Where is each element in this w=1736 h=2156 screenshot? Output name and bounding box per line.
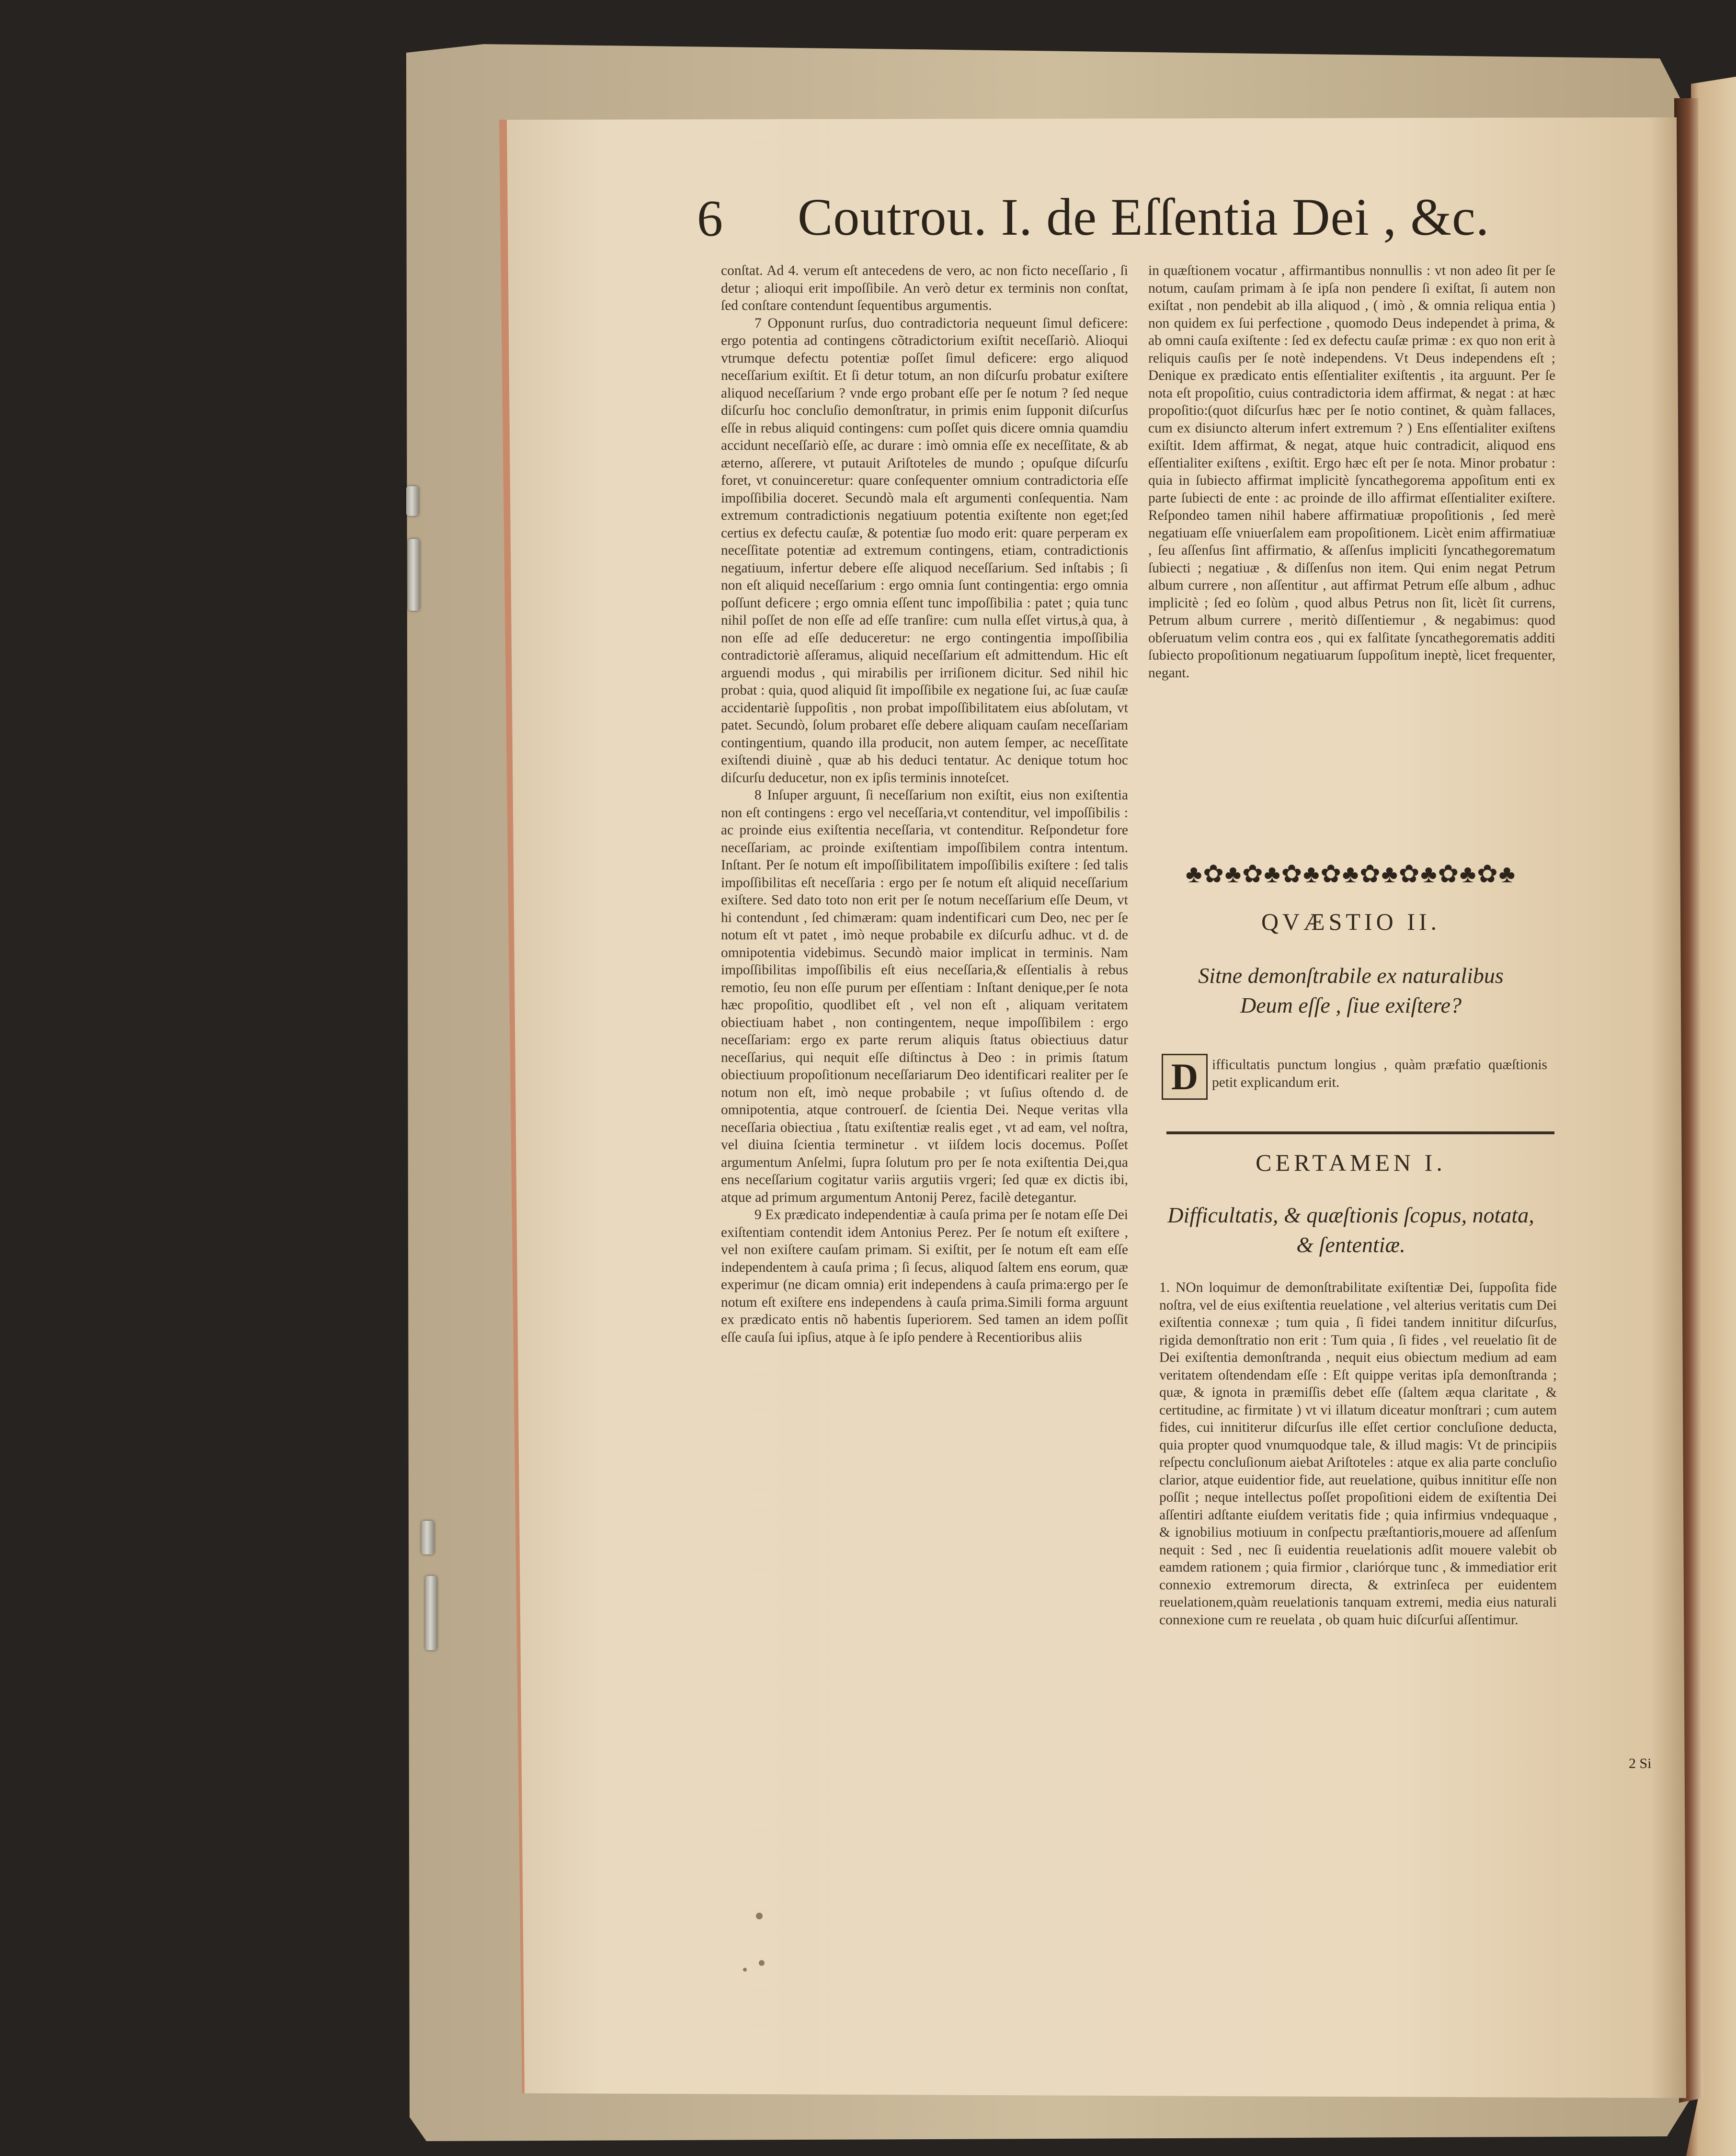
paragraph: in quæſtionem vocatur , affirmantibus nonnullis : vt non adeo ſit per ſe notum, cauſam primam à ſe ipſa non pendere ſi exiſtat, ſi autem non exiſtat , non pendebit ab illa aliquod , ( imò , & omnia reliqua entia ) non quidem ex ſui perfectione , quomodo Deus independet à prima, & ab omni cauſa exiſtente : ſed ex defectu cauſæ primæ : ex quo non erit à reliquis cauſis per ſe notè independens. Vt Deus independens eſt ; Denique ex prædicato entis eſſentialiter exiſtentis , ita arguunt. Per ſe nota eſt propoſitio, cuius contradictoria idem affirmat, & negat : at hæc propoſitio:(quot diſcurſus hæc per ſe notio continet, & quàm fallaces, cum ex disiuncto alterum infert extremum ? ) Ens eſſentialiter exiſtens exiſtit. Idem affirmat, & negat, atque huic contradicit, aliquod ens eſſentialiter exiſtens , exiſtit. Ergo hæc eſt per ſe nota. Minor probatur : quia in ſubiecto affirmat implicitè ſyncathegorema appoſitum enti ex parte ſubiecti de ente : ac proinde de illo affirmat eſſentialiter exiſtere. Reſpondeo tamen nihil habere affirmatiuæ propoſitionis , ſed merè negatiuam eſſe vniuerſalem eam propoſitionem. Licèt enim affirmatiuæ , ſeu aſſenſus ſint affirmatio, & aſſenſus impliciti ſyncathegorematum ſubiecti ; negatiuæ , & diſſenſus non item. Qui enim negat Petrum album currere , non aſſentitur , aut affirmat Petrum eſſe album , adhuc implicitè ; ſed eo ſolùm , quod albus Petrus non ſit, licèt ſit currens, Petrum album currere , meritò diſſentiemur , & negabimus: quod obſeruatum velim contra eos , qui ex falſitate ſyncathegorematis additi ſubiecto propoſitionum negatiuarum ſuppoſitum ineptè, licet frequenter, negant. [1148,263,1555,681]
clasp-top-lower [408,539,420,611]
catchword: 2 Si [1629,1756,1652,1771]
wormhole [756,1913,763,1919]
paragraph: 8 Inſuper arguunt, ſi neceſſarium non exiſtit, eius non exiſtentia non eſt contingens : ergo vel neceſſaria,vt contenditur, vel impoſſibilis : ac proinde eius exiſtentia neceſſaria, vt contenditur. Reſpondetur fore neceſſariam, ac proinde exiſtentiam impoſſibilem contra intentum. Inſtant. Per ſe notum eſt impoſſibilitatem impoſſibilis exiſtere : ſed talis impoſſibilitas eſt neceſſaria : ergo per ſe notum eſt aliquid neceſſarium exiſtere. Sed dato toto non erit per ſe notum neceſſarium eſſe Deum, vt hi contendunt , ſed chimæram: quam indentificari cum Deo, nec per ſe notum eſt vt patet , imò neque probabile ex diſcurſu adhuc. vt d. de omnipotentia videbimus. Secundò maior implicat in terminis. Nam impoſſibilitas impoſſibilis eſt eius neceſſaria,& eſſentialis à rebus remotio, ſeu non eſſe purum per eſſentiam : Inſtant denique,per ſe nota hæc propoſitio, quodlibet eſt , vel non eſt , aliquam veritatem obiectiuam habet , non contingentem, neque impoſſibilem : ergo neceſſariam: ergo ex parte rerum aliquis ſtatus obiectiuus datur neceſſarius, qui nequit eſſe diſtinctus à Deo : in primis ſtatum obiectiuum propoſitionum neceſſariarum Deo identificari realiter per ſe notum non eſt, imò neque probabile ; vt ſuſius oſtendo d. de omnipotentia, atque controuerſ. de ſcientia Dei. Neque veritas vlla neceſſaria obiectiua , ſtatu exiſtentiæ realis eget , vt ad eam, vel noſtra, vel diuina ſcientia terminetur . vt iiſdem locis docemus. Poſſet argumentum Anſelmi, ſupra ſolutum pro per ſe nota exiſtentia Dei,qua ens neceſſarium cogitatur variis argutiis vrgeri; ſed quæ ex dictis ibi, atque ad primum argumentum Antonij Perez, facilè detegantur. [721,787,1128,1205]
right-column-top [1148,262,1555,682]
question-title-line-1: Sitne demonſtrabile ex naturalibus [1198,963,1504,988]
question-heading: QVÆSTIO II. [1261,908,1441,935]
paragraph: 7 Opponunt rurſus, duo contradictoria nequeunt ſimul deficere: ergo potentia ad contingens cõtradictorium exiſtit neceſſariò. Alioqui vtrumque defectu potentiæ poſſet ſimul deficere: ergo aliquod neceſſarium exiſtit. Et ſi detur totum, an non diſcurſu probatur exiſtere aliquod neceſſarium ? vnde ergo probant eſſe per ſe notum ? ſed neque diſcurſu hoc concluſio demonſtratur, in primis enim ſupponit diſcurſus eſſe in rebus aliquid contingens: cum poſſet quis dicere omnia quamdiu accidunt neceſſariò eſſe, ac durare : imò omnia eſſe ex neceſſitate, & ab æterno, aſſerere, vt putauit Ariſtoteles de mundo ; opuſque diſcurſu foret, vt conuinceretur: quare conſequenter omnium contradictoria eſſe impoſſibilia doceret. Secundò mala eſt argumenti conſequentia. Nam extremum contradictionis negatiuum potentia exiſtente non eget;ſed certius ex defectu cauſæ, & potentiæ ſuo modo erit: quare perperam ex neceſſitate potentiæ ad extremum contingens, etiam, contradictionis negatiuum, infertur debere eſſe aliquod neceſſarium. Sed inſtabis ; ſi non eſt aliquid neceſſarium : ergo omnia ſunt contingentia: ergo omnia poſſunt deficere ; ergo omnia eſſent tunc impoſſibilia : patet ; quia tunc nihil poſſet de non eſſe ad eſſe tranſire: cum nulla eſſet virtus,à qua, à non eſſe ad eſſe deduceretur: ne ergo contingentia impoſſibilia contradictoriè aſſeramus, aliquid neceſſarium eſt admittendum. Hic eſt arguendi modus , qui mirabilis per irriſionem dicitur. Sed nihil hic probat : quia, quod aliquid ſit impoſſibile ex negatione ſui, ac ſuæ cauſæ accidentariè ſuppoſitis , non probat impoſſibilitatem eius abſolutam, vt patet. Secundò, ſolum probaret eſſe debere aliquam cauſam neceſſariam contingentium, quando illa producit, non autem ſemper, ac neceſſitate exiſtendi diuinè , quæ ab his deduci tentatur. Ac denique totum hoc diſcurſu deducetur, non ex ipſis terminis innoteſcet. [721,315,1128,786]
paragraph: ifficultatis punctum longius , quàm præfatio quæſtionis petit explicandum erit. [1212,1057,1547,1090]
paragraph: 1. NOn loquimur de demonſtrabilitate exiſtentiæ Dei, ſuppoſita fide noſtra, vel de eius exiſtentia reuelatione , vel alterius veritatis cum Dei exiſtentia connexæ ; tum quia , ſi fidei tandem innititur diſcurſus, rigida demonſtratio non erit : Tum quia , ſi fides , vel reuelatio ſit de Dei exiſtentia demonſtranda , nequit eius obiectum medium ad eam veritatem oſtendendam eſſe : Eſt quippe veritas ipſa demonſtranda ; quæ, & ignota in præmiſſis debet eſſe (ſaltem æqua claritate , & certitudine, ac firmitate ) vt vi illatum diceatur monſtrari ; cum autem fides, cui innititerur diſcurſus ille eſſet certior concluſione deducta, quia propter quod vnumquodque tale, & illud magis: Vt de principiis reſpectu concluſionum aiebat Ariſtoteles : atque ex alia parte concluſio clarior, atque euidentior fide, aut reuelatione, quibus innititur eſſe non poſſit ; neque intellectus poſſet propoſitioni eidem de exiſtentia Dei aſſentiri adſtante eiuſdem veritatis fide ; quia infirmius vndequaque , & ignobilius motiuum in conſpectu præſtantioris,mouere ad aſſenſum nequit : Sed , nec ſi euidentia reuelationis adſit mouere valebit ob eamdem rationem ; quia firmior , clariórque tunc , & immediatior erit connexio extremorum directa, & extrinſeca per euidentem reuelationem,quàm reuelationis tanquam extremi, media eius naturali connexione cum re reuelata , ob quam huic diſcurſui aſſentimur. [1159,1280,1557,1628]
clasp-bottom-upper [422,1521,434,1554]
certamen-subtitle-line-1: Difficultatis, & quæſtionis ſcopus, notata, [1167,1203,1534,1227]
ornament-band: ♣✿♣✿♣✿♣✿♣✿♣✿♣✿♣✿♣ [1186,861,1516,888]
left-column [721,262,1128,1346]
question-intro [1212,1056,1547,1091]
right-column-bottom [1159,1279,1557,1629]
clasp-top-upper [406,486,419,516]
paragraph: conſtat. Ad 4. verum eſt antecedens de vero, ac non ficto neceſſario , ſi detur ; alioqui erit impoſſibile. An verò detur ex terminis non conſtat, ſed conſtare contendunt ſequentibus argumentis. [721,263,1128,313]
running-title: Coutrou. I. de Eſſentia Dei , &c. [798,188,1490,246]
certamen-heading: CERTAMEN I. [1256,1149,1446,1176]
clasp-bottom-lower [425,1576,437,1650]
wormhole [759,1960,765,1966]
paragraph: 9 Ex prædicato independentiæ à cauſa prima per ſe notam eſſe Dei exiſtentiam contendit idem Antonius Perez. Per ſe notum eſt exiſtere , vel non exiſtere cauſam primam. Si exiſtit, per ſe notum eſt eam eſſe independentem à cauſa prima ; ſi ſecus, aliquod ſaltem ens eorum, quæ experimur (ne dicam omnia) erit independens à cauſa prima:ergo per ſe notum eſt exiſtere ens independens à cauſa prima.Simili forma arguunt ex prædicato entis nõ habentis ſuperiorem. Sed tamen an idem poſſit eſſe cauſa ſui ipſius, atque à ſe ipſo pendere à Recentioribus aliis [721,1207,1128,1345]
drop-cap: D [1162,1054,1208,1100]
page-number: 6 [697,190,723,247]
wormhole [743,1968,747,1972]
certamen-subtitle-line-2: & ſententiæ. [1296,1232,1405,1257]
question-title-line-2: Deum eſſe , ſiue exiſtere? [1240,993,1462,1017]
